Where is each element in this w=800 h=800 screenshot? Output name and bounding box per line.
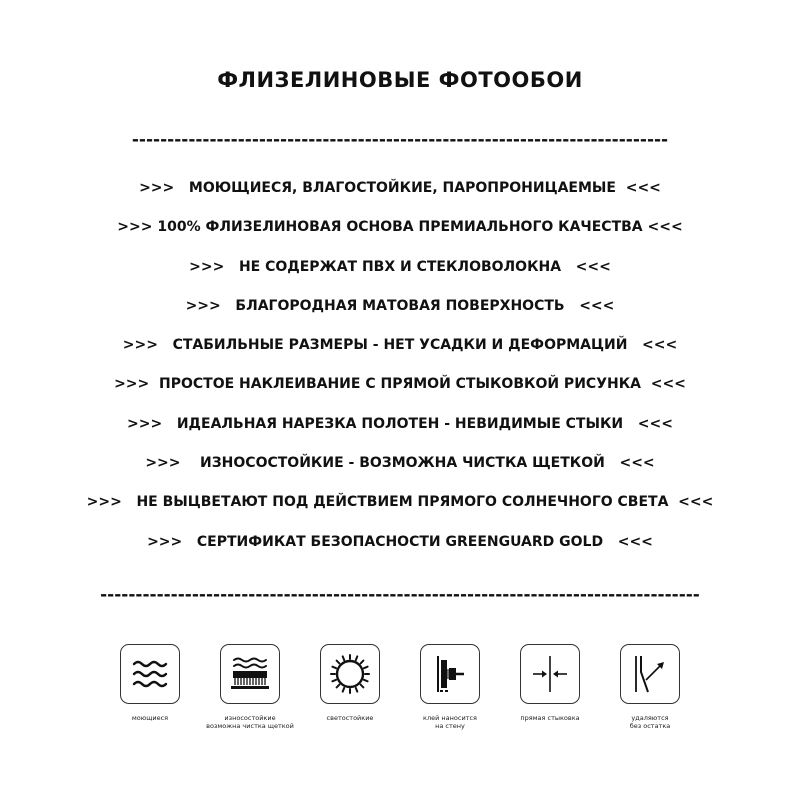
icon-item-peel-off bbox=[600, 644, 700, 730]
icon-item-lightfast bbox=[300, 644, 400, 722]
icon-box bbox=[520, 644, 580, 704]
icon-box bbox=[120, 644, 180, 704]
sun-icon bbox=[328, 652, 372, 696]
feature-line: >>> ПРОСТОЕ НАКЛЕИВАНИЕ С ПРЯМОЙ СТЫКОВКОЙ РИСУНКА <<< bbox=[114, 376, 686, 392]
feature-line: >>> СТАБИЛЬНЫЕ РАЗМЕРЫ - НЕТ УСАДКИ И ДЕФОРМАЦИЙ <<< bbox=[122, 337, 678, 353]
icon-row bbox=[100, 644, 700, 764]
feature-line: >>> НЕ СОДЕРЖАТ ПВХ И СТЕКЛОВОЛОКНА <<< bbox=[189, 259, 611, 275]
feature-line: >>> МОЮЩИЕСЯ, ВЛАГОСТОЙКИЕ, ПАРОПРОНИЦАЕМЫЕ <<< bbox=[139, 180, 661, 196]
butt-joint-icon bbox=[528, 652, 572, 696]
icon-caption: клей наносится на стену bbox=[423, 714, 477, 730]
divider-top: ---------------------------------------------------------------------------- bbox=[131, 130, 669, 150]
icon-caption: прямая стыковка bbox=[520, 714, 580, 722]
icon-item-butt-joint bbox=[500, 644, 600, 722]
brush-icon bbox=[228, 652, 272, 696]
waves-icon bbox=[128, 652, 172, 696]
icon-caption: светостойкие bbox=[326, 714, 374, 722]
icon-box bbox=[420, 644, 480, 704]
icon-caption: моющиеся bbox=[131, 714, 169, 722]
icon-caption: удаляются без остатка bbox=[629, 714, 671, 730]
peel-off-icon bbox=[628, 652, 672, 696]
feature-line: >>> ИЗНОСОСТОЙКИЕ - ВОЗМОЖНА ЧИСТКА ЩЕТКОЙ <<< bbox=[145, 455, 655, 471]
feature-line: >>> ИДЕАЛЬНАЯ НАРЕЗКА ПОЛОТЕН - НЕВИДИМЫЕ СТЫКИ <<< bbox=[127, 416, 673, 432]
icon-item-wear-resistant bbox=[200, 644, 300, 730]
feature-line: >>> СЕРТИФИКАТ БЕЗОПАСНОСТИ GREENGUARD GOLD <<< bbox=[147, 534, 653, 550]
icon-box bbox=[620, 644, 680, 704]
divider-bottom: ------------------------------------------------------------------------------------- bbox=[100, 585, 700, 605]
icon-caption: износостойкие возможна чистка щеткой bbox=[206, 714, 294, 730]
icon-item-glue-on-wall bbox=[400, 644, 500, 730]
feature-line: >>> БЛАГОРОДНАЯ МАТОВАЯ ПОВЕРХНОСТЬ <<< bbox=[185, 298, 615, 314]
icon-item-washable bbox=[100, 644, 200, 722]
page-title: ФЛИЗЕЛИНОВЫЕ ФОТООБОИ bbox=[217, 68, 583, 92]
glue-wall-icon bbox=[428, 652, 472, 696]
icon-box bbox=[320, 644, 380, 704]
feature-line: >>> НЕ ВЫЦВЕТАЮТ ПОД ДЕЙСТВИЕМ ПРЯМОГО СОЛНЕЧНОГО СВЕТА <<< bbox=[86, 494, 714, 510]
icon-box bbox=[220, 644, 280, 704]
feature-line: >>> 100% ФЛИЗЕЛИНОВАЯ ОСНОВА ПРЕМИАЛЬНОГО КАЧЕСТВА <<< bbox=[117, 219, 683, 235]
